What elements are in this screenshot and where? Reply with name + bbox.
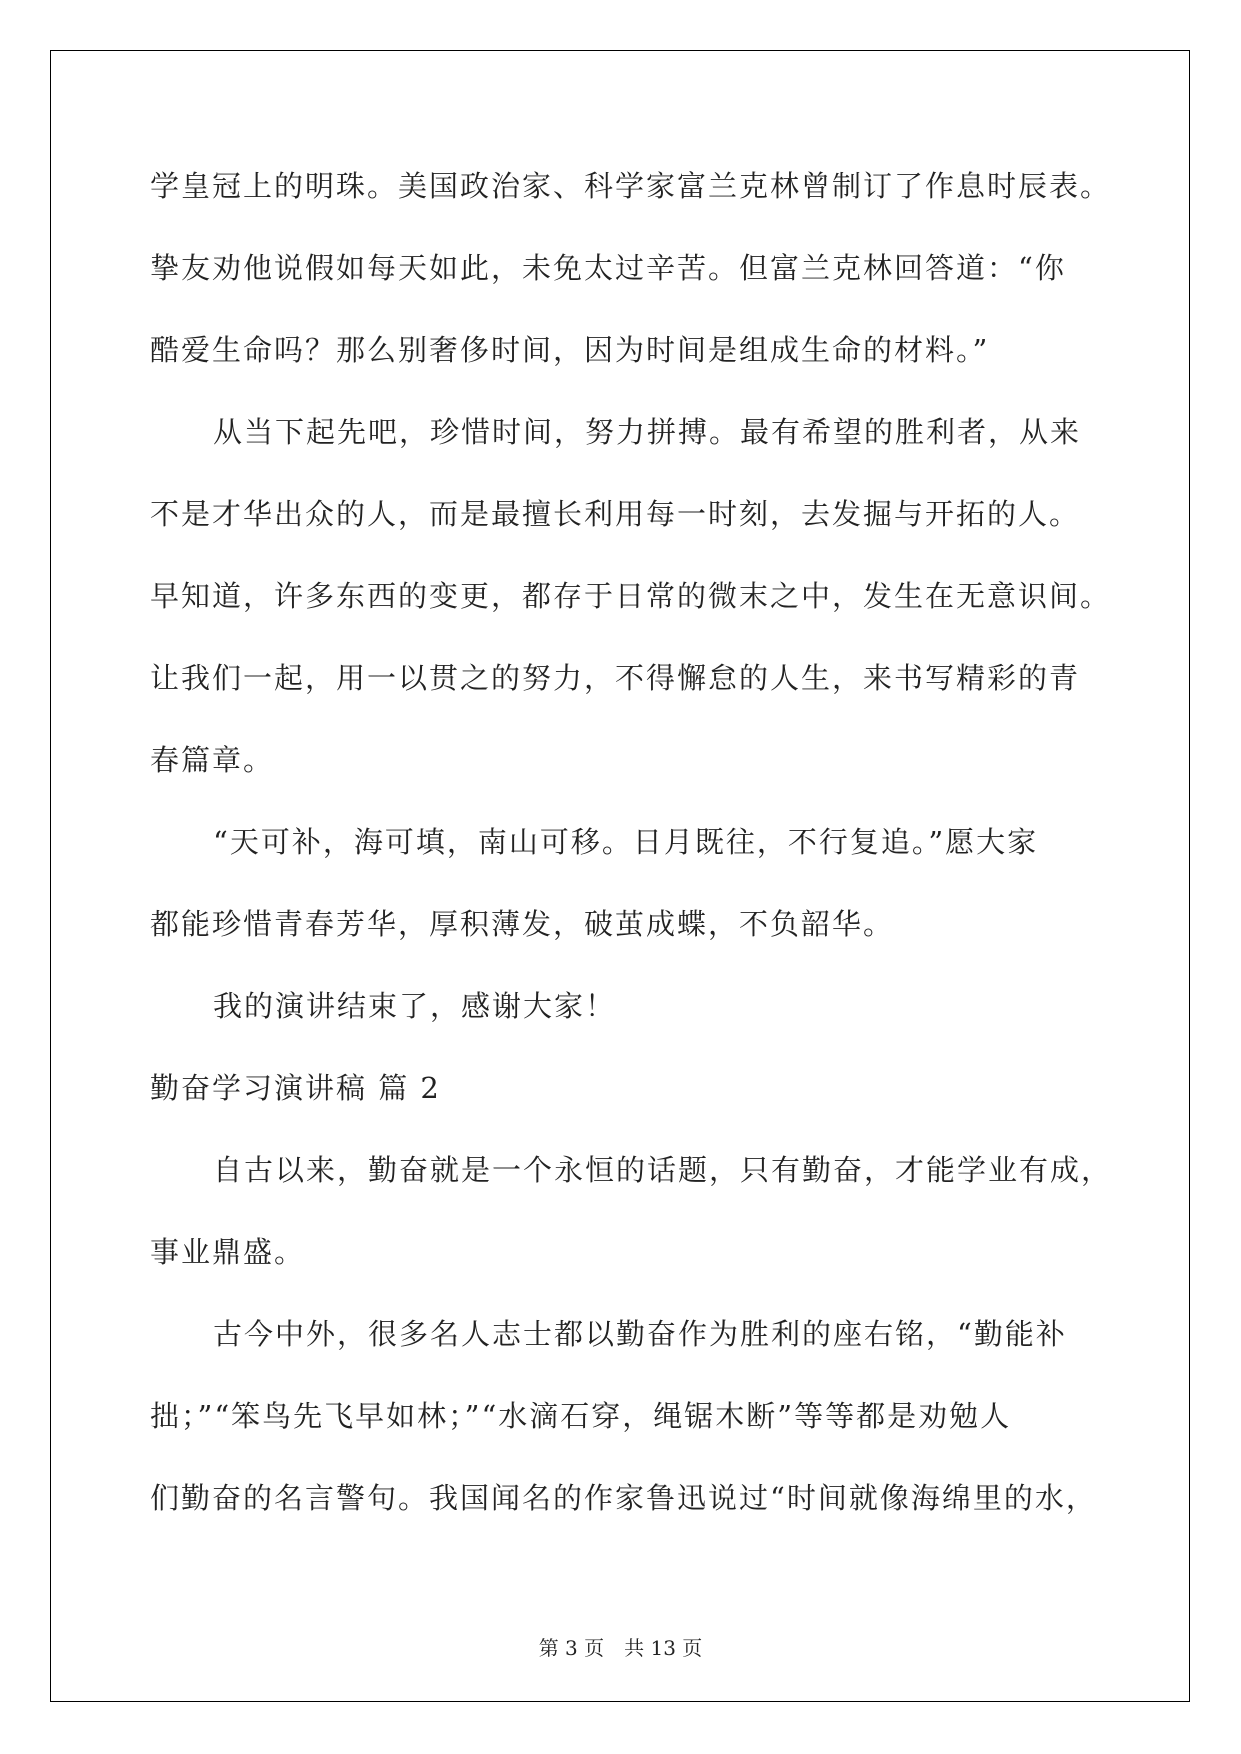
text-line: 们勤奋的名言警句。我国闻名的作家鲁迅说过“时间就像海绵里的水， (150, 1481, 1097, 1515)
text-line: 酷爱生命吗？那么别奢侈时间，因为时间是组成生命的材料。” (150, 333, 990, 367)
text-line: 拙；”“笨鸟先飞早如林；”“水滴石穿，绳锯木断”等等都是劝勉人 (150, 1399, 1012, 1433)
section-heading: 勤奋学习演讲稿 篇 2 (150, 1071, 441, 1105)
text-line: 都能珍惜青春芳华，厚积薄发，破茧成蝶，不负韶华。 (150, 907, 895, 941)
text-line: 不是才华出众的人，而是最擅长利用每一时刻，去发掘与开拓的人。 (150, 497, 1081, 531)
paragraph-start: 自古以来，勤奋就是一个永恒的话题，只有勤奋，才能学业有成， (213, 1153, 1113, 1187)
paragraph-start: 我的演讲结束了，感谢大家！ (213, 989, 617, 1023)
text-line: 春篇章。 (150, 743, 275, 777)
page-number-footer: 第 3 页 共 13 页 (538, 1636, 703, 1660)
paragraph-start: 从当下起先吧，珍惜时间，努力拼搏。最有希望的胜利者，从来 (213, 415, 1082, 449)
text-line: 早知道，许多东西的变更，都存于日常的微末之中，发生在无意识间。 (150, 579, 1112, 613)
text-line: 学皇冠上的明珠。美国政治家、科学家富兰克林曾制订了作息时辰表。 (150, 169, 1112, 203)
paragraph-start: “天可补，海可填，南山可移。日月既往，不行复追。”愿大家 (213, 825, 1039, 859)
paragraph-start: 古今中外，很多名人志士都以勤奋作为胜利的座右铭，“勤能补 (213, 1317, 1067, 1351)
text-line: 事业鼎盛。 (150, 1235, 306, 1269)
text-line: 挚友劝他说假如每天如此，未免太过辛苦。但富兰克林回答道：“你 (150, 251, 1066, 285)
text-line: 让我们一起，用一以贯之的努力，不得懈怠的人生，来书写精彩的青 (150, 661, 1081, 695)
page-border (50, 50, 1190, 1702)
